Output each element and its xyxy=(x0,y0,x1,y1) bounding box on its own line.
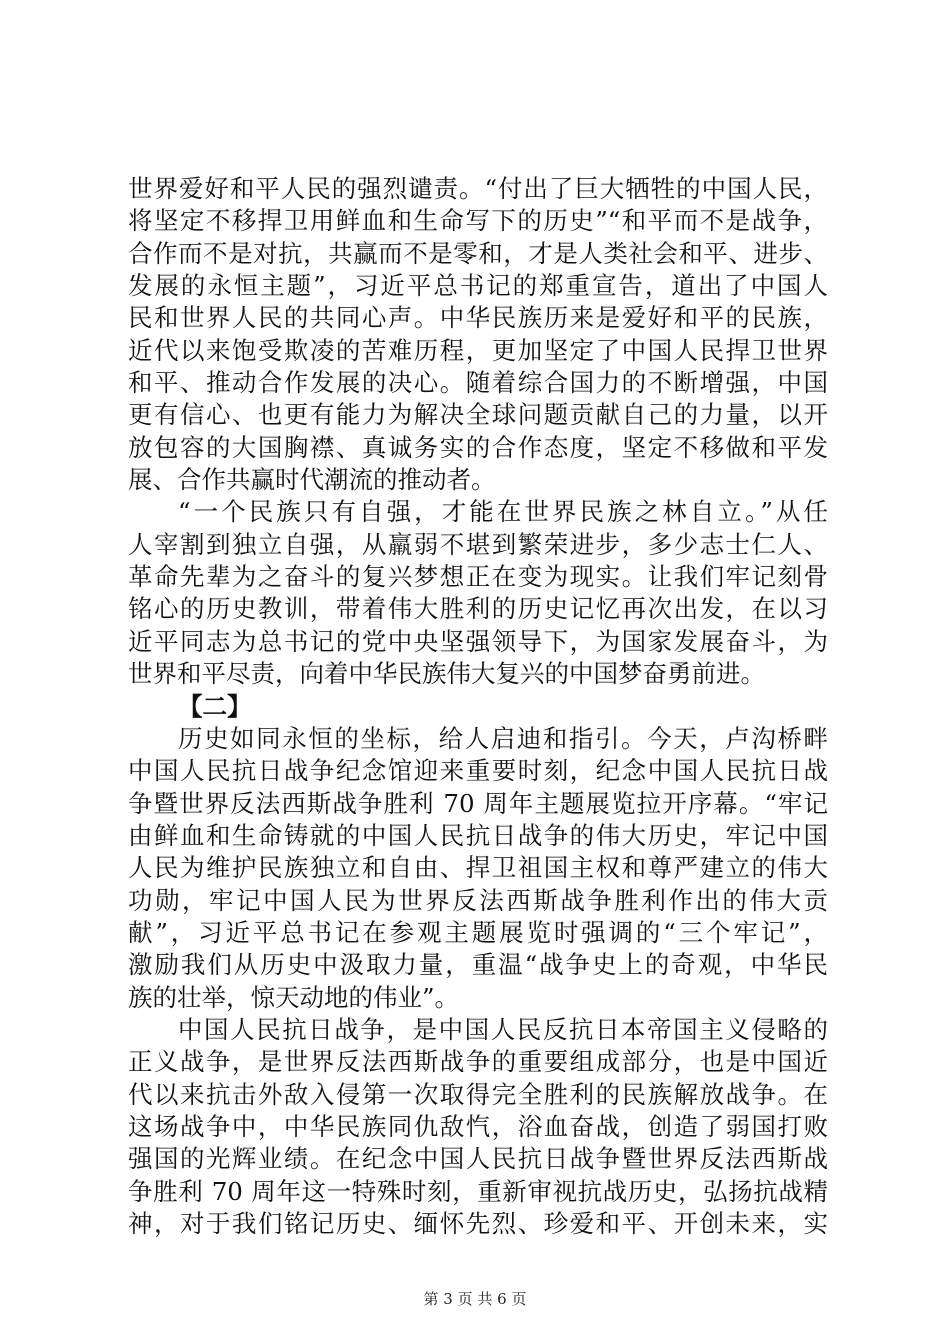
text-line: 展、合作共赢时代潮流的推动者。 xyxy=(128,465,496,495)
text-line: 铭心的历史教训，带着伟大胜利的历史记忆再次出发，在以习 xyxy=(128,594,828,624)
text-line: “一个民族只有自强，才能在世界民族之林自立。”从任 xyxy=(178,497,828,527)
text-line: 人宰割到独立自强，从羸弱不堪到繁荣进步，多少志士仁人、 xyxy=(128,529,828,559)
text-line: 和平、推动合作发展的决心。随着综合国力的不断增强，中国 xyxy=(128,368,828,398)
text-line: 民和世界人民的共同心声。中华民族历来是爱好和平的民族， xyxy=(128,303,828,333)
text-line: 人民为维护民族独立和自由、捍卫祖国主权和尊严建立的伟大 xyxy=(128,853,828,883)
text-line: 强国的光辉业绩。在纪念中国人民抗日战争暨世界反法西斯战 xyxy=(128,1144,828,1174)
text-line: 代以来抗击外敌入侵第一次取得完全胜利的民族解放战争。在 xyxy=(128,1079,828,1109)
text-line: 中国人民抗日战争，是中国人民反抗日本帝国主义侵略的 xyxy=(178,1014,828,1044)
text-line: 这场战争中，中华民族同仇敌忾，浴血奋战，创造了弱国打败 xyxy=(128,1111,828,1141)
paragraph xyxy=(128,1014,828,1240)
paragraph xyxy=(128,173,828,496)
text-line: 正义战争，是世界反法西斯战争的重要组成部分，也是中国近 xyxy=(128,1047,828,1077)
paragraph xyxy=(128,723,828,1014)
text-line: 争暨世界反法西斯战争胜利 70 周年主题展览拉开序幕。“牢记 xyxy=(128,788,828,818)
text-line: 近代以来饱受欺凌的苦难历程，更加坚定了中国人民捍卫世界 xyxy=(128,335,828,365)
text-line: 将坚定不移捍卫用鲜血和生命写下的历史”“和平而不是战争， xyxy=(128,206,828,236)
text-line: 献”，习近平总书记在参观主题展览时强调的“三个牢记”， xyxy=(128,917,828,947)
text-line: 放包容的大国胸襟、真诚务实的合作态度，坚定不移做和平发 xyxy=(128,432,828,462)
text-line: 世界爱好和平人民的强烈谴责。“付出了巨大牺牲的中国人民， xyxy=(128,174,828,203)
page-number-footer: 第 3 页 共 6 页 xyxy=(423,1290,527,1308)
text-line: 神，对于我们铭记历史、缅怀先烈、珍爱和平、开创未来，实 xyxy=(128,1209,828,1238)
text-line: 世界和平尽责，向着中华民族伟大复兴的中国梦奋勇前进。 xyxy=(128,659,765,689)
text-line: 争胜利 70 周年这一特殊时刻，重新审视抗战历史，弘扬抗战精 xyxy=(128,1176,828,1206)
section-heading: 【二】 xyxy=(178,691,252,721)
text-line: 合作而不是对抗，共赢而不是零和，才是人类社会和平、进步、 xyxy=(128,238,828,268)
paragraph xyxy=(128,496,828,690)
text-line: 革命先辈为之奋斗的复兴梦想正在变为现实。让我们牢记刻骨 xyxy=(128,562,828,592)
text-line: 近平同志为总书记的党中央坚强领导下，为国家发展奋斗，为 xyxy=(128,626,828,656)
text-line: 族的壮举，惊天动地的伟业”。 xyxy=(128,982,460,1012)
text-line: 发展的永恒主题”，习近平总书记的郑重宣告，道出了中国人 xyxy=(128,271,828,301)
text-line: 功勋，牢记中国人民为世界反法西斯战争胜利作出的伟大贡 xyxy=(128,885,828,915)
text-line: 更有信心、也更有能力为解决全球问题贡献自己的力量，以开 xyxy=(128,400,828,430)
text-line: 历史如同永恒的坐标，给人启迪和指引。今天，卢沟桥畔 xyxy=(178,723,828,753)
text-line: 中国人民抗日战争纪念馆迎来重要时刻，纪念中国人民抗日战 xyxy=(128,756,828,786)
text-line: 由鲜血和生命铸就的中国人民抗日战争的伟大历史，牢记中国 xyxy=(128,820,828,850)
document-body xyxy=(128,173,828,1240)
text-line: 激励我们从历史中汲取力量，重温“战争史上的奇观，中华民 xyxy=(128,950,828,980)
